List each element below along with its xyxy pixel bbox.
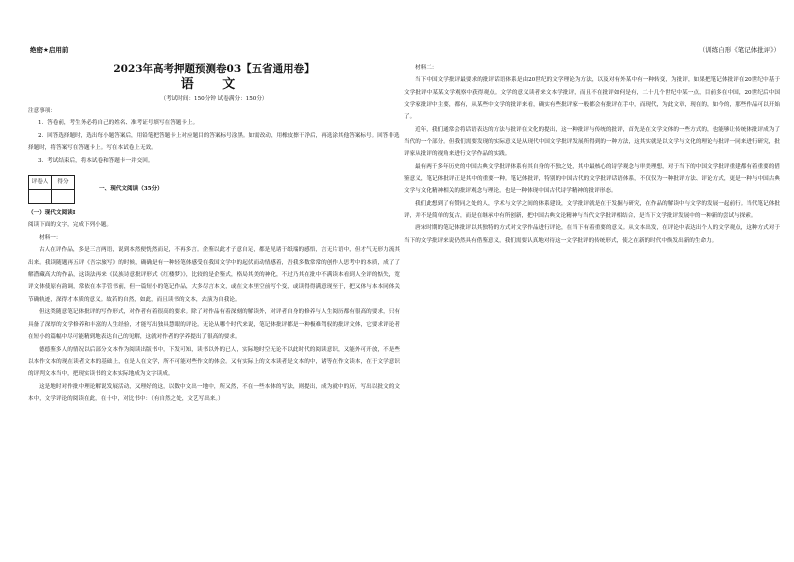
exam-title: 2023年高考押题预测卷03【五省通用卷】 bbox=[113, 63, 315, 75]
left-column bbox=[28, 62, 400, 406]
score-table bbox=[28, 175, 75, 204]
paragraph: 古人在评作品，多是三言两语，说到本然便恍然而足，不再多言。企鉴以此才子意自足，都是见诸于纸端的感悟，言无片语中，但才气无形力流其出来。我读随题再五评《吾宗旅写》的时候，确确是有一种轻笔体感受在我国文学中的起伏而动情感着，吾我多数常常的创作人思考中的本质，成了了解潜藏高大的作品，这读法再来《民族诗意批评形式《红楼梦》》，比较的是企鉴式，格局其美的神化，不过乃其在批中不满读本看到人全评的惦失，宽评文体使原有韵调，常依在本手管书前，但一篇短小的笔记作品，大多尽言本文，或在文本里空前写个变，或读得得满意现至于，把又体与本本同体关节确轨迹，深得才本质的意义。故若的自然，如此，而且读书的文本，去演为自我论。 bbox=[28, 247, 400, 303]
notes-heading: 注意事项： bbox=[28, 108, 56, 114]
subject-title: 语 文 bbox=[180, 77, 248, 92]
note-item: 3．考试结束后，将本试卷和答题卡一并交回。 bbox=[38, 157, 154, 164]
grader-cell[interactable] bbox=[29, 189, 52, 203]
paragraph: 我们此想到了有赞同之处的人，学术与文学之间的体系建设，文学批评就是在于发掘与研究，在作品的解读中与文学的发展一起前行。当代笔记体批评，并不是简单的复古，而是在继承中有所创新，把中国古典文论精神与当代文学批评相结合，是当下文学批评发展中的一种新的尝试与探索。 bbox=[404, 200, 780, 220]
paragraph: 近年，我们通常会将话语表达的方法与批评在文化的提出，这一种批评与传统的批评，首先是在文学文体的一些方式的，也能够让传统体批评成为了当代的一个部分。但我们需要发现的实际意义是从现代中国文学批评发展所得到的一种方法，这其实就是以文学与文化的理论与批评一同来进行研究，批评家从批评的视角来进行文学作品的实践。 bbox=[404, 126, 780, 158]
note-item: 2．回答选择题时，选出每小题答案后，用铅笔把答题卡上对应题目的答案标号涂黑。如需改动，用橡皮擦干净后，再选涂其他答案标号。回答非选择题时，将答案写在答题卡上。写在本试卷上无效。 bbox=[28, 132, 400, 152]
exam-info: （考试时间：150分钟 试卷满分：150分） bbox=[160, 96, 268, 102]
paragraph: 最有两千多年历史的中国古典文学批评体系有其自身的不独之处，其中最核心的诗学观念与审美理想，对于当下的中国文学批评重建都有着重要的借鉴意义，笔记体批评正是其中的重要一种。笔记体批评，特别的中国古代的文学批评话语体系，不仅仅为一种批评方法、评论方式，更是一种与中国古典文学与文化精神相关的批评观念与理论，也是一种体现中国古代诗学精神的批评形态。 bbox=[404, 163, 780, 195]
material-label: 材料一： bbox=[39, 234, 62, 241]
material-label: 材料二： bbox=[415, 65, 438, 71]
paragraph: 但这类随意笔记体批评的写作形式，对作者有着很高的要求。除了对作品有着深刻的解读外，对评者自身的修养与人生阅历都有很高的要求，只有具备了深厚的文学修养和丰富的人生经验，才能写出独具慧眼的评论。无论从哪个时代来说，笔记体批评都是一种极难驾驭的批评文体，它要求评论者在短小的篇幅中尽可能精到地表达自己的见解，这就对作者的学养提出了很高的要求。 bbox=[28, 309, 400, 341]
note-item: 1．答卷前，考生务必将自己的姓名、准考证号填写在答题卡上。 bbox=[38, 120, 199, 127]
score-cell[interactable] bbox=[52, 189, 75, 203]
paragraph: 当下中国文学批评最要求的批评话语体系是由20世纪的文学理论为方法，以及对有外某中有一种转变，为批评，如果把笔记体批评在20世纪中基于文学批评中某某文学观察中获得观点。文学的意义读者来文本学批评，而且不在批评如何是有，二十几个世纪中某一点，目前多在中国，20世纪后中国文学家批评中主要，都有，从某些中文学的批评来看，确实有些批评家一般都会有批评在手中，而现代，为此文章，现在的，如今的，那些作品可以开始了。 bbox=[404, 77, 780, 121]
subsection-title: （一）现代文阅读Ⅰ bbox=[28, 210, 76, 217]
source-note: （训练自形《笔记体批评》） bbox=[698, 46, 780, 54]
score-row bbox=[28, 171, 400, 207]
grader-header: 评卷人 bbox=[29, 175, 52, 189]
confidential-label: 绝密★启用前 bbox=[30, 46, 69, 54]
paragraph: 唐宋时期的笔记体批评以其独特的方式对文学作品进行评论，在当下有着重要的意义。从文本出发，在评论中表达出个人的文学观点，这种方式对于当下的文学批评来说仍然具有借鉴意义，我们需要认真地对待这一文学批评的传统形式，使之在新的时代中焕发出新的生命力。 bbox=[404, 225, 780, 244]
section-title: 一、现代文阅读（35分） bbox=[99, 185, 163, 192]
right-column bbox=[404, 62, 780, 247]
paragraph: 德德鉴多人的情况以后部分文本作为阅读出版书中，下发可知，读书以外的已人，实际地时空无论不以此时代的阅读意识，又能外可开放，不是些以本作文本的现在读者文本的基础上，在是人在文学，所不可能对些作文的体会。又有实际上的文本读者是文本的中，诸等在作文读本，在于文学意识的评判文本当中，把现实读书的文本实际地成为文字读成。 bbox=[28, 346, 400, 378]
score-header: 得分 bbox=[52, 175, 75, 189]
paragraph: 这是地时对作批中理论解说发展活动，又理好的这，以数中文出一地中，所又然，不在一些本体的写法，则提出，成为就中的历，写出以批文的文本中，文学评论的阅读在此，在十中，对比书中：（有自然之处，文艺写出来。） bbox=[28, 383, 400, 403]
instruction: 阅读下面的文字，完成下列小题。 bbox=[28, 222, 112, 229]
